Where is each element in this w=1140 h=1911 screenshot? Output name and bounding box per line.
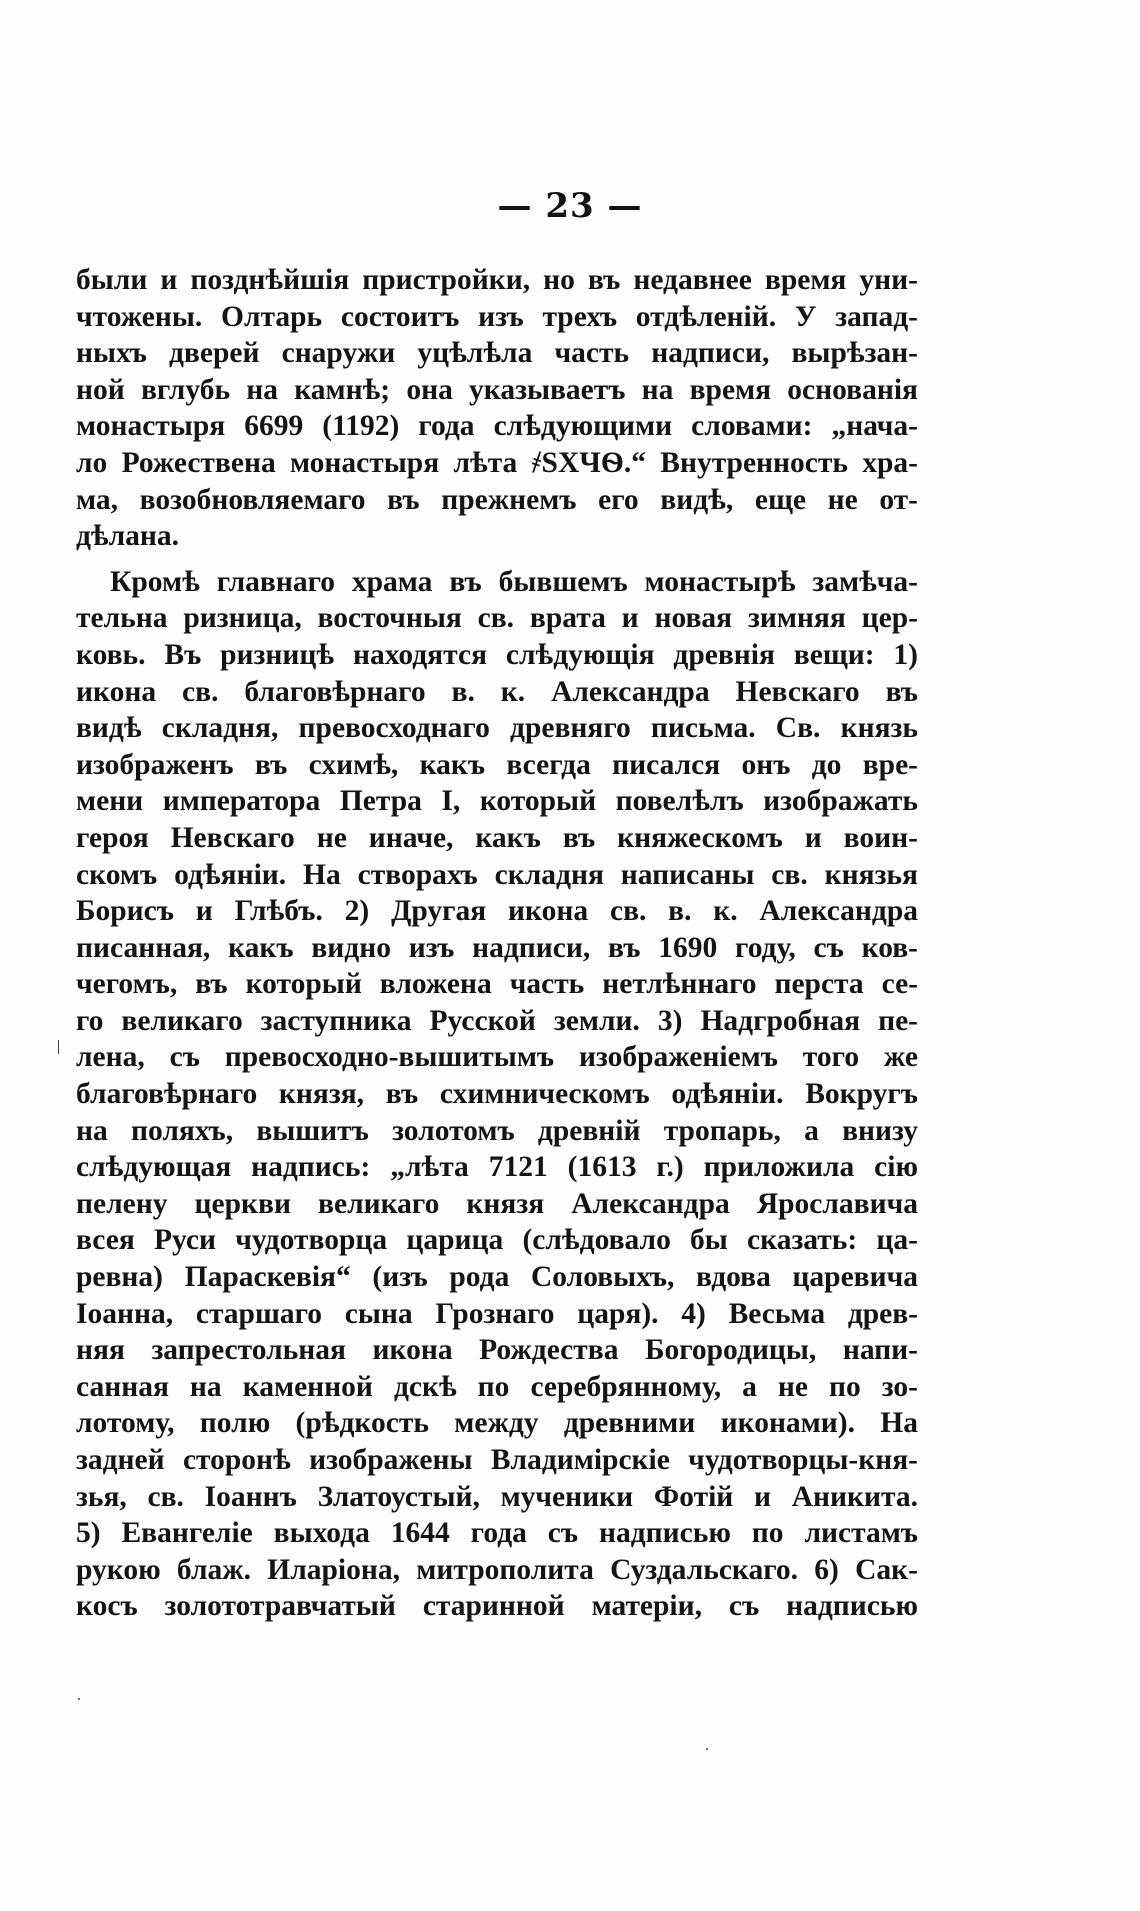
paragraph-gap <box>76 555 918 564</box>
text-line: ной вглубь на камнѣ; она указываетъ на время основанія <box>76 373 918 406</box>
text-line: Борисъ и Глѣбъ. 2) Другая икона св. в. к. Александра <box>76 895 918 928</box>
scan-speck <box>58 1040 59 1054</box>
text-line: изображенъ въ схимѣ, какъ всегда писался онъ до вре- <box>76 748 918 781</box>
text-line: задней сторонѣ изображены Владимірскіе чудотворцы-кня- <box>76 1444 918 1476</box>
text-line: ло Рожествена монастыря лѣта ҂ЅХЧѲ.“ Внутренность хра- <box>76 446 918 479</box>
text-line: рукою блаж. Иларіона, митрополита Суздальскаго. 6) Сак- <box>76 1553 918 1586</box>
text-line: ковь. Въ ризницѣ находятся слѣдующія древнія вещи: 1) <box>76 638 918 671</box>
text-line: чегомъ, въ который вложена часть нетлѣннаго перста се- <box>76 968 918 1001</box>
text-line: монастыря 6699 (1192) года слѣдующими словами: „нача- <box>76 410 918 443</box>
text-line: героя Невскаго не иначе, какъ въ княжескомъ и воин- <box>76 821 918 854</box>
text-line: лена, съ превосходно-вышитымъ изображеніемъ того же <box>76 1041 918 1074</box>
text-line: лотому, полю (рѣдкость между древними иконами). На <box>76 1407 918 1440</box>
text-line: Кромѣ главнаго храма въ бывшемъ монастырѣ замѣча- <box>110 565 918 598</box>
text-line: были и позднѣйшія пристройки, но въ недавнее время уни- <box>76 264 918 296</box>
text-line: слѣдующая надпись: „лѣта 7121 (1613 г.) приложила сію <box>76 1151 918 1184</box>
text-line: 5) Евангеліе выхода 1644 года съ надписью по листамъ <box>76 1517 918 1550</box>
page-number: — 23 — <box>497 186 643 226</box>
text-line: икона св. благовѣрнаго в. к. Александра Невскаго въ <box>76 675 918 708</box>
text-line: зья, св. Іоаннъ Златоустый, мученики Фотій и Аникита. <box>76 1480 918 1513</box>
paragraph <box>76 564 918 1625</box>
text-line: ревна) Параскевія“ (изъ рода Соловыхъ, вдова царевича <box>76 1261 918 1294</box>
text-line: всея Руси чудотворца царица (слѣдовало бы сказать: ца- <box>76 1224 918 1257</box>
text-line: видѣ складня, превосходнаго древняго письма. Св. князь <box>76 712 918 745</box>
scan-speck <box>78 1698 80 1700</box>
text-line: дѣлана. <box>76 520 180 553</box>
text-line: мени императора Петра I, который повелѣлъ изображать <box>76 785 918 818</box>
text-line: косъ золототравчатый старинной матеріи, съ надписью <box>76 1590 918 1623</box>
text-line: скомъ одѣяніи. На створахъ складня написаны св. князья <box>76 858 918 891</box>
text-line: чтожены. Олтарь состоитъ изъ трехъ отдѣленій. У запад- <box>76 300 918 333</box>
text-line: пелену церкви великаго князя Александра Ярославича <box>76 1187 918 1220</box>
text-line: писанная, какъ видно изъ надписи, въ 1690 году, съ ков- <box>76 931 918 964</box>
text-line: на поляхъ, вышитъ золотомъ древній тропарь, а внизу <box>76 1114 918 1147</box>
paragraph <box>76 262 918 555</box>
text-line: ма, возобновляемаго въ прежнемъ его видѣ, еще не от- <box>76 483 918 516</box>
text-line: благовѣрнаго князя, въ схимническомъ одѣяніи. Вокругъ <box>76 1078 918 1111</box>
text-line: тельна ризница, восточныя св. врата и новая зимняя цер- <box>76 602 918 635</box>
scan-speck <box>706 1748 708 1750</box>
body-text <box>76 262 918 1625</box>
text-line: няя запрестольная икона Рождества Богородицы, напи- <box>76 1334 918 1367</box>
text-line: ныхъ дверей снаружи уцѣлѣла часть надписи, вырѣзан- <box>76 337 918 370</box>
text-line: го великаго заступника Русской земли. 3) Надгробная пе- <box>76 1004 918 1037</box>
text-line: санная на каменной дскѣ по серебрянному, а не по зо- <box>76 1370 918 1403</box>
text-line: Іоанна, старшаго сына Грознаго царя). 4) Весьма древ- <box>76 1297 918 1330</box>
